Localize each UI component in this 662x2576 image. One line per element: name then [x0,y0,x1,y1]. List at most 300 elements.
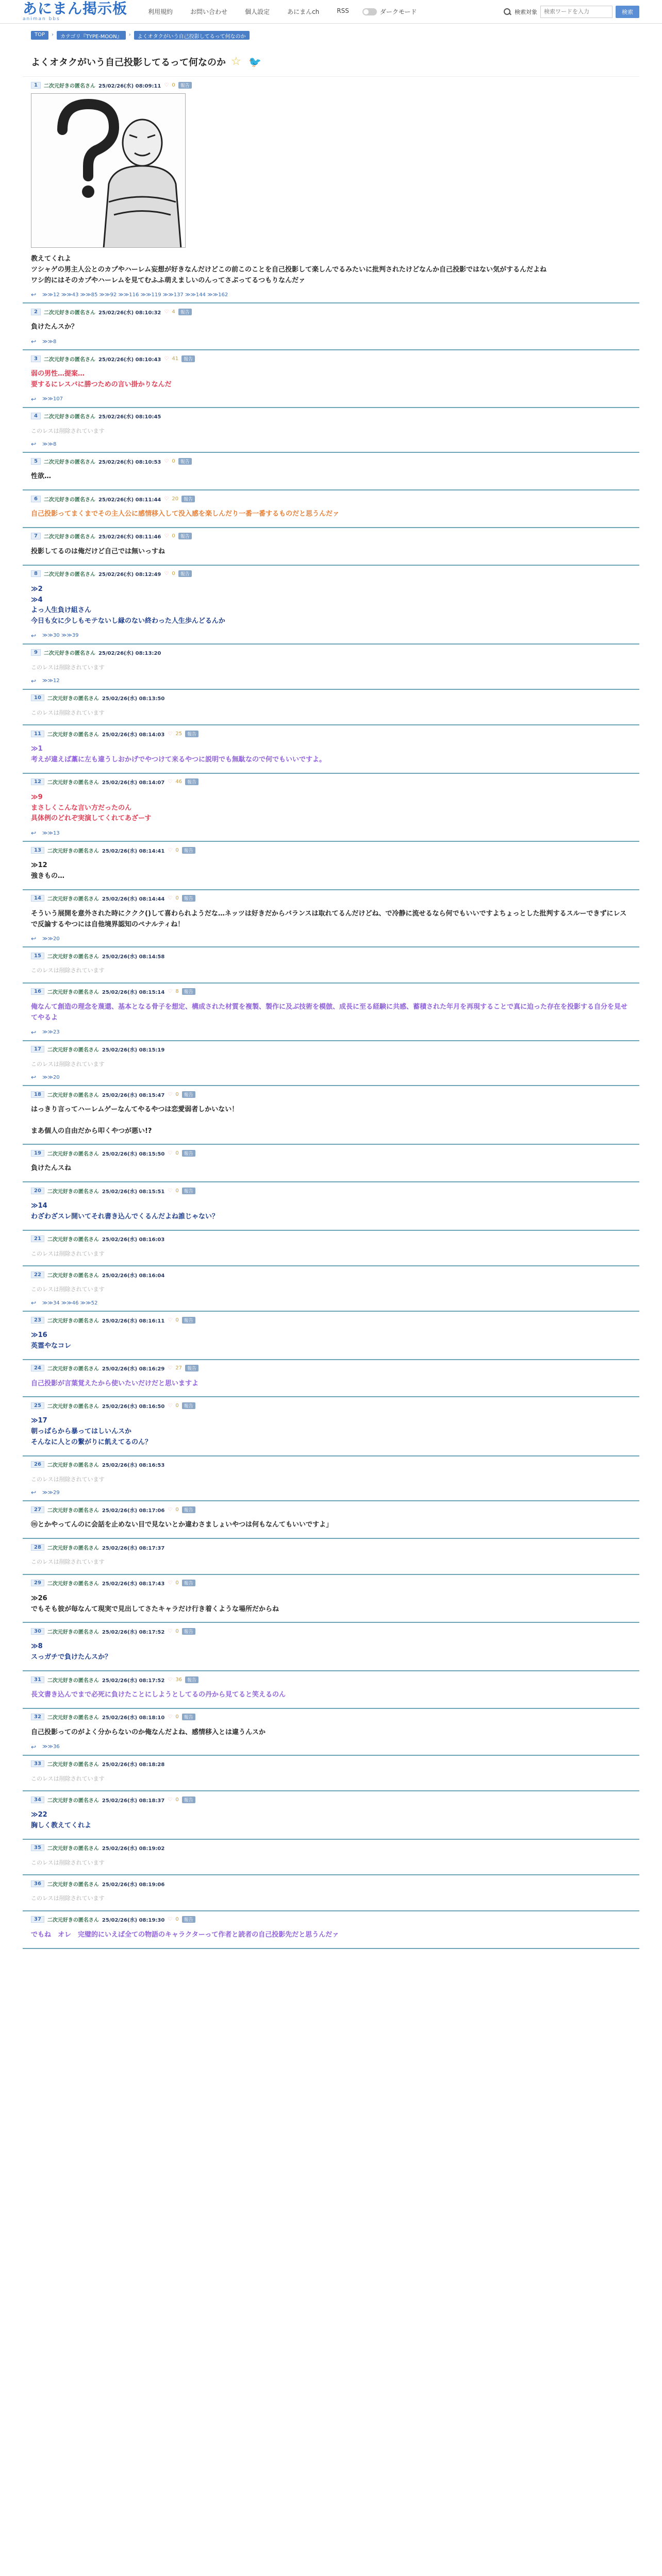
post-meta [31,495,631,503]
post-body: このレスは削除されています [31,427,105,434]
like-count: 0 [175,1506,179,1513]
post-number[interactable]: 35 [31,1844,44,1851]
top-nav [148,7,349,16]
post [23,1266,639,1312]
post-date: 25/02/26(水) 08:17:43 [102,1581,165,1587]
post [23,1911,639,1949]
post-number[interactable]: 13 [31,847,44,854]
post-date: 25/02/26(水) 08:15:14 [102,990,165,996]
report-button[interactable]: 報告 [182,1317,195,1324]
toggle-switch[interactable] [362,8,377,15]
post-author: 二次元好きの匿名さん [47,1151,99,1157]
post-meta [31,649,631,657]
post-author: 二次元好きの匿名さん [47,1366,99,1372]
post-meta [31,1675,631,1684]
post [23,1182,639,1231]
post-meta [31,1364,631,1372]
post [23,453,639,490]
post-body: このレスは削除されています [31,1250,105,1257]
post-author: 二次元好きの匿名さん [47,1092,99,1098]
reply-anchor-list[interactable]: ≫≫12 [42,678,60,684]
report-button[interactable]: 報告 [182,1506,195,1513]
post-author: 二次元好きの匿名さん [47,1403,99,1410]
reply-anchor-list[interactable]: ≫≫29 [42,1489,60,1496]
post-number[interactable]: 10 [31,694,44,701]
reply-icon: ↩ [31,1299,37,1307]
heart-icon[interactable]: ♡ [164,355,169,362]
post-number[interactable]: 15 [31,953,44,959]
post [23,490,639,528]
post-author: 二次元好きの匿名さん [47,1762,99,1768]
post-author: 二次元好きの匿名さん [47,1463,99,1469]
reply-links [31,1028,631,1037]
post-body: 弱の男性…提案… 要するにレスバに勝つための言い掛かりなんだ [31,370,172,388]
post-body: このレスは削除されています [31,1286,105,1293]
report-button[interactable]: 報告 [182,1402,195,1409]
search-target-select[interactable]: 検索対象 [515,8,537,15]
bird-icon[interactable]: 🐦 [249,56,261,68]
post-meta [31,1461,631,1469]
post-meta [31,1579,631,1587]
reply-icon: ↩ [31,1028,37,1036]
post-body: このレスは削除されています [31,1558,105,1566]
post-date: 25/02/26(水) 08:17:06 [102,1507,165,1514]
like-count: 0 [175,1714,179,1720]
muscle-man-illustration [31,94,186,248]
heart-icon[interactable]: ♡ [168,1628,173,1634]
heart-icon[interactable]: ♡ [168,989,173,995]
like-count: 0 [175,1917,179,1923]
logo-title: あにまん掲示板 [23,0,128,17]
post-author: 二次元好きの匿名さん [47,954,99,960]
reply-icon: ↩ [31,677,37,685]
post-number[interactable]: 24 [31,1365,44,1371]
post-body: そういう展開を意外された時にククク()して喜わられようだな…ネッツは好きだからバランスは取れてるんだけどね、で冷静に流せるなら何でもいいですよちょっとした批判するスルーできずにレスで反論するやつには自他境界認知のペナルティね！ [31,909,627,928]
post [23,947,639,984]
post-number[interactable]: 7 [31,533,41,539]
post [23,1231,639,1267]
heart-icon[interactable]: ♡ [164,458,169,464]
post-list [23,76,639,1949]
heart-icon[interactable]: ♡ [168,1317,173,1323]
nav-animanch[interactable]: あにまんch [287,8,320,15]
post-number[interactable]: 36 [31,1880,44,1887]
post-author: 二次元好きの匿名さん [47,1047,99,1053]
post [23,842,639,890]
post [23,1756,639,1792]
report-button[interactable]: 報告 [181,355,195,362]
post-date: 25/02/26(水) 08:10:32 [98,310,161,316]
post [23,774,639,842]
post-body: 長文書き込んでまで必死に負けたことにしようとしてるの丹から見てると笑えるのん [31,1691,286,1699]
post-date: 25/02/26(水) 08:10:45 [98,414,161,420]
post-number[interactable]: 28 [31,1544,44,1551]
heart-icon[interactable]: ♡ [164,533,169,539]
post-date: 25/02/26(水) 08:16:50 [102,1403,165,1410]
post-meta [31,1795,631,1804]
post-meta [31,1316,631,1324]
post-date: 25/02/26(水) 08:16:53 [102,1463,165,1469]
report-button[interactable]: 報告 [182,1916,195,1923]
post-date: 25/02/26(水) 08:15:47 [102,1092,165,1098]
reply-links [31,1488,631,1497]
post-body: ≫12 強きもの… [31,861,65,880]
logo-subtitle: animan bbs [23,16,60,22]
heart-icon[interactable]: ♡ [168,1797,173,1803]
post-number[interactable]: 33 [31,1760,44,1767]
post-number[interactable]: 30 [31,1628,44,1635]
post-body: このレスは削除されています [31,709,105,716]
report-button[interactable]: 報告 [182,1714,195,1720]
reply-anchor-list[interactable]: ≫≫23 [42,1029,60,1035]
post [23,1539,639,1575]
post [23,1840,639,1876]
post-author: 二次元好きの匿名さん [43,651,95,657]
post-number[interactable]: 31 [31,1676,44,1683]
post-body: でもね オレ 完璧的にいえば全ての物語のキャラクターって作者と読者の自己投影先だと思うんだァ [31,1930,339,1939]
post-meta [31,778,631,786]
post-date: 25/02/26(水) 08:19:30 [102,1918,165,1924]
post-meta [31,1270,631,1279]
post [23,725,639,774]
like-count: 41 [172,355,179,362]
post-date: 25/02/26(水) 08:17:52 [102,1629,165,1635]
heart-icon[interactable]: ♡ [164,571,169,577]
post-number[interactable]: 4 [31,413,41,419]
post [23,350,639,408]
reply-icon: ↩ [31,935,37,943]
post-meta [31,81,631,89]
post-body: ≫17 朝っぱらから暴ってはしいんスか そんなに人との繋がりに飢えてるのん？ [31,1417,152,1447]
post-body: 俺なんて創造の理念を蔑還、基本となる骨子を想定、構成された材質を複製、製作に及ぶ技術を模倣、成長に至る経験に共感、蓄積された年月を再現することで真に迫った存在を投影する自分を見せてやるよ [31,1003,628,1022]
post-body: ≫16 英霊やなコレ [31,1331,72,1350]
post-author: 二次元好きの匿名さん [47,1715,99,1721]
post-number[interactable]: 2 [31,309,41,315]
dark-mode-toggle[interactable] [362,7,417,16]
post-author: 二次元好きの匿名さん [47,696,99,702]
post [23,1312,639,1360]
breadcrumb-thread[interactable]: よくオタクがいう自己投影してるって何なのか [134,31,250,40]
post-number[interactable]: 3 [31,355,41,362]
post-body: このレスは削除されています [31,664,105,671]
heart-icon[interactable]: ♡ [164,309,169,315]
report-button[interactable]: 報告 [182,1091,195,1098]
report-button[interactable]: 報告 [178,309,192,315]
breadcrumb-category[interactable]: カテゴリ『TYPE-MOON』 [57,31,126,40]
post-meta [31,988,631,996]
post-number[interactable]: 23 [31,1317,44,1324]
report-button[interactable]: 報告 [185,778,198,785]
heart-icon[interactable]: ♡ [168,847,173,853]
post-author: 二次元好きの匿名さん [47,1189,99,1195]
reply-links [31,1298,631,1308]
nav-contact[interactable]: お問い合わせ [190,8,228,15]
post-meta [31,1627,631,1635]
post-number[interactable]: 34 [31,1797,44,1803]
reply-icon: ↩ [31,1489,37,1497]
like-count: 0 [172,571,175,577]
post-body: ≫26 でもそも彼が毎なんて現実で見出してさたキャラだけ行き着くような場所だからね [31,1594,279,1613]
post-body: ≫14 わざわざスレ開いてそれ書き込んでくるんだよね誰じゃない？ [31,1202,219,1221]
thread-title: よくオタクがいう自己投影してるって何なのか [31,57,226,68]
breadcrumb-top[interactable]: TOP [31,31,48,40]
post-meta [31,1713,631,1721]
report-button[interactable]: 報告 [182,895,195,902]
heart-icon[interactable]: ♡ [168,731,173,737]
heart-icon[interactable]: ♡ [168,779,173,785]
post [23,1501,639,1539]
reply-links [31,1742,631,1752]
heart-icon[interactable]: ♡ [168,1506,173,1513]
report-button[interactable]: 報告 [182,1580,195,1586]
thread-header [31,54,631,70]
post-number[interactable]: 17 [31,1046,44,1053]
post-number[interactable]: 18 [31,1091,44,1098]
reply-anchor-list[interactable]: ≫≫20 [42,936,60,942]
star-icon[interactable]: ☆ [231,55,241,68]
post-body: ≫9 まさしくこんな言い方だったのん 具体例のどれぞ実演してくれてあざーす [31,793,152,823]
report-button[interactable]: 報告 [178,82,192,89]
heart-icon[interactable]: ♡ [168,1714,173,1720]
post-meta [31,1879,631,1888]
report-button[interactable]: 報告 [178,570,192,577]
post-body: 教えてくれよ ツシャゲの男主人公とのカプやハーレム妄想が好きなんだけどこの前このことを自己投影して楽しんでるみたいに批判されたけどなんか自己投影ではない気がするんだよね ワシ的にはそのカプやハーレムを見てむふふ萌えましいのんってさぷってるつもりなんだァ [31,255,547,284]
post-meta [31,1187,631,1195]
post-body: 自己投影ってまくまでその主人公に感情移入して没入感を楽しんだり一番一番するものだと思うんだァ [31,510,340,518]
like-count: 0 [175,1150,179,1156]
reply-icon: ↩ [31,338,37,346]
report-button[interactable]: 報告 [182,1628,195,1635]
report-button[interactable]: 報告 [182,847,195,854]
heart-icon[interactable]: ♡ [168,1188,173,1194]
report-button[interactable]: 報告 [185,1676,198,1683]
post-body: このレスは削除されています [31,1859,105,1866]
post-meta [31,570,631,578]
post-date: 25/02/26(水) 08:10:43 [98,357,161,363]
reply-links [31,631,631,640]
reply-anchor-list[interactable]: ≫≫12 ≫≫43 ≫≫85 ≫≫92 ≫≫116 ≫≫119 ≫≫137 ≫≫144 ≫≫162 [42,292,228,298]
post-number[interactable]: 5 [31,458,41,465]
heart-icon[interactable]: ♡ [168,1676,173,1683]
post-author: 二次元好きの匿名さん [47,896,99,903]
post-number[interactable]: 26 [31,1461,44,1468]
reply-links [31,290,631,299]
like-count: 0 [175,1797,179,1803]
reply-icon: ↩ [31,440,37,448]
search-button[interactable]: 検索 [616,6,639,18]
post-meta [31,1235,631,1243]
post-number[interactable]: 6 [31,496,41,502]
post-meta [31,694,631,702]
post-date: 25/02/26(水) 08:16:11 [102,1318,165,1324]
post [23,1791,639,1840]
like-count: 0 [175,1091,179,1097]
post-number[interactable]: 27 [31,1506,44,1513]
post-body: このレスは削除されています [31,1476,105,1483]
post-body: 負けたんスか？ [31,323,78,331]
post-meta [31,1401,631,1410]
post-number[interactable]: 21 [31,1235,44,1242]
like-count: 0 [172,458,175,464]
post-meta [31,1760,631,1768]
heart-icon[interactable]: ♡ [164,496,169,502]
reply-links [31,337,631,346]
post-date: 25/02/26(水) 08:14:44 [102,896,165,903]
post-author: 二次元好きの匿名さん [47,1677,99,1684]
post [23,1360,639,1398]
post-number[interactable]: 8 [31,570,41,577]
post-body: ≫1 考えが違えば藁に左も違うしおかげでやつけて来るやつに説明でも無駄なので何でもいいですよ。 [31,745,326,764]
post-meta [31,894,631,903]
breadcrumb [0,24,662,41]
post [23,566,639,645]
post-date: 25/02/26(水) 08:12:49 [98,572,161,578]
post-date: 25/02/26(水) 08:16:04 [102,1273,165,1279]
report-button[interactable]: 報告 [182,1797,195,1803]
post-date: 25/02/26(水) 08:14:03 [102,732,165,738]
heart-icon[interactable]: ♡ [168,1091,173,1097]
reply-anchor-list[interactable]: ≫≫30 ≫≫39 [42,633,79,639]
reply-links [31,395,631,404]
reply-anchor-list[interactable]: ≫≫8 [42,338,57,345]
post-meta [31,1844,631,1852]
post-body: ≫22 胸しく教えてくれよ [31,1811,92,1829]
post [23,408,639,453]
heart-icon[interactable]: ♡ [168,1402,173,1409]
post-date: 25/02/26(水) 08:14:41 [102,848,165,854]
post-body: ≫2 ≫4 よっ人生負け組さん 今日も女に少しもモテないし縁のない終わった人生歩んどるんか [31,585,225,625]
post-meta [31,846,631,854]
post-author: 二次元好きの匿名さん [47,1273,99,1279]
search-icon [503,8,511,16]
post-author: 二次元好きの匿名さん [47,1629,99,1635]
post-number[interactable]: 11 [31,731,44,737]
post-date: 25/02/26(水) 08:16:03 [102,1237,165,1243]
post-date: 25/02/26(水) 08:14:58 [102,954,165,960]
post [23,1575,639,1623]
post-date: 25/02/26(水) 08:13:50 [102,696,165,702]
post-number[interactable]: 16 [31,988,44,995]
report-button[interactable]: 報告 [182,988,195,995]
like-count: 25 [175,731,183,737]
post-author: 二次元好きの匿名さん [43,534,95,540]
post-date: 25/02/26(水) 08:19:02 [102,1846,165,1852]
post-number[interactable]: 9 [31,649,41,656]
post-body: このレスは削除されています [31,1775,105,1782]
post-number[interactable]: 12 [31,778,44,785]
post-number[interactable]: 20 [31,1188,44,1194]
post-body: 自己投影が言葉覚えたから使いたいだけだと思いますよ [31,1379,199,1387]
post [23,77,639,303]
report-button[interactable]: 報告 [181,496,195,502]
post-meta [31,354,631,363]
site-logo[interactable] [23,2,127,22]
post-author: 二次元好きの匿名さん [47,1318,99,1324]
post-body: はっきり言ってハーレムゲーなんてやるやつは恋愛弱者しかいない！ まあ個人の自由だから叩くやつが悪い!? [31,1106,239,1135]
post-number[interactable]: 1 [31,82,41,89]
search-input[interactable] [540,6,613,18]
post-number[interactable]: 32 [31,1714,44,1720]
like-count: 0 [175,1580,179,1586]
post [23,1397,639,1456]
post-author: 二次元好きの匿名さん [47,1846,99,1852]
reply-anchor-list[interactable]: ≫≫36 [42,1744,60,1750]
post-date: 25/02/26(水) 08:19:06 [102,1882,165,1888]
post [23,1623,639,1671]
reply-links [31,1073,631,1082]
search-bar [503,6,639,18]
post-number[interactable]: 14 [31,895,44,902]
post-author: 二次元好きの匿名さん [47,1918,99,1924]
post-number[interactable]: 22 [31,1272,44,1278]
post [23,1456,639,1502]
post [23,1709,639,1756]
reply-anchor-list[interactable]: ≫≫107 [42,396,63,402]
post-date: 25/02/26(水) 08:10:53 [98,459,161,465]
report-button[interactable]: 報告 [182,1188,195,1194]
heart-icon[interactable]: ♡ [168,1150,173,1156]
post-date: 25/02/26(水) 08:17:37 [102,1545,165,1551]
like-count: 0 [175,847,179,853]
post-author: 二次元好きの匿名さん [43,357,95,363]
post-image[interactable] [31,93,186,248]
like-count: 36 [175,1676,183,1683]
post-date: 25/02/26(水) 08:14:07 [102,780,165,786]
report-button[interactable]: 報告 [178,533,192,539]
post-author: 二次元好きの匿名さん [43,497,95,503]
heart-icon[interactable]: ♡ [164,82,169,88]
post-body: ≫8 スっガチで負けたんスか？ [31,1642,112,1662]
nav-terms[interactable]: 利用規約 [148,8,173,15]
heart-icon[interactable]: ♡ [168,1917,173,1923]
report-button[interactable]: 報告 [182,1150,195,1157]
post-meta [31,1505,631,1514]
reply-anchor-list[interactable]: ≫≫8 [42,441,57,447]
post-meta [31,308,631,316]
post-meta [31,1543,631,1551]
post-number[interactable]: 19 [31,1150,44,1157]
like-count: 0 [175,1188,179,1194]
report-button[interactable]: 報告 [178,458,192,465]
post [23,1041,639,1087]
like-count: 0 [175,1317,179,1323]
heart-icon[interactable]: ♡ [168,1580,173,1586]
post-body: 自己投影ってのがよく分からないのか俺なんだよね、感情移入とは違うんスか [31,1728,266,1736]
reply-anchor-list[interactable]: ≫≫13 [42,830,60,836]
post-author: 二次元好きの匿名さん [47,732,99,738]
nav-settings[interactable]: 個人設定 [245,8,270,15]
like-count: 0 [172,82,175,88]
post-date: 25/02/26(水) 08:13:20 [98,651,161,657]
post-number[interactable]: 25 [31,1402,44,1409]
report-button[interactable]: 報告 [185,731,198,737]
post [23,1145,639,1182]
post-meta [31,532,631,540]
like-count: 20 [172,496,179,502]
reply-anchor-list[interactable]: ≫≫20 [42,1074,60,1080]
post-author: 二次元好きの匿名さん [47,1545,99,1551]
post-number[interactable]: 37 [31,1916,44,1923]
post-number[interactable]: 29 [31,1580,44,1586]
post [23,1671,639,1709]
reply-anchor-list[interactable]: ≫≫34 ≫≫46 ≫≫52 [42,1300,98,1306]
post-author: 二次元好きの匿名さん [43,414,95,420]
heart-icon[interactable]: ♡ [168,1365,173,1371]
report-button[interactable]: 報告 [185,1365,198,1371]
like-count: 8 [175,989,179,995]
nav-rss[interactable]: RSS [337,7,349,14]
heart-icon[interactable]: ♡ [168,895,173,902]
